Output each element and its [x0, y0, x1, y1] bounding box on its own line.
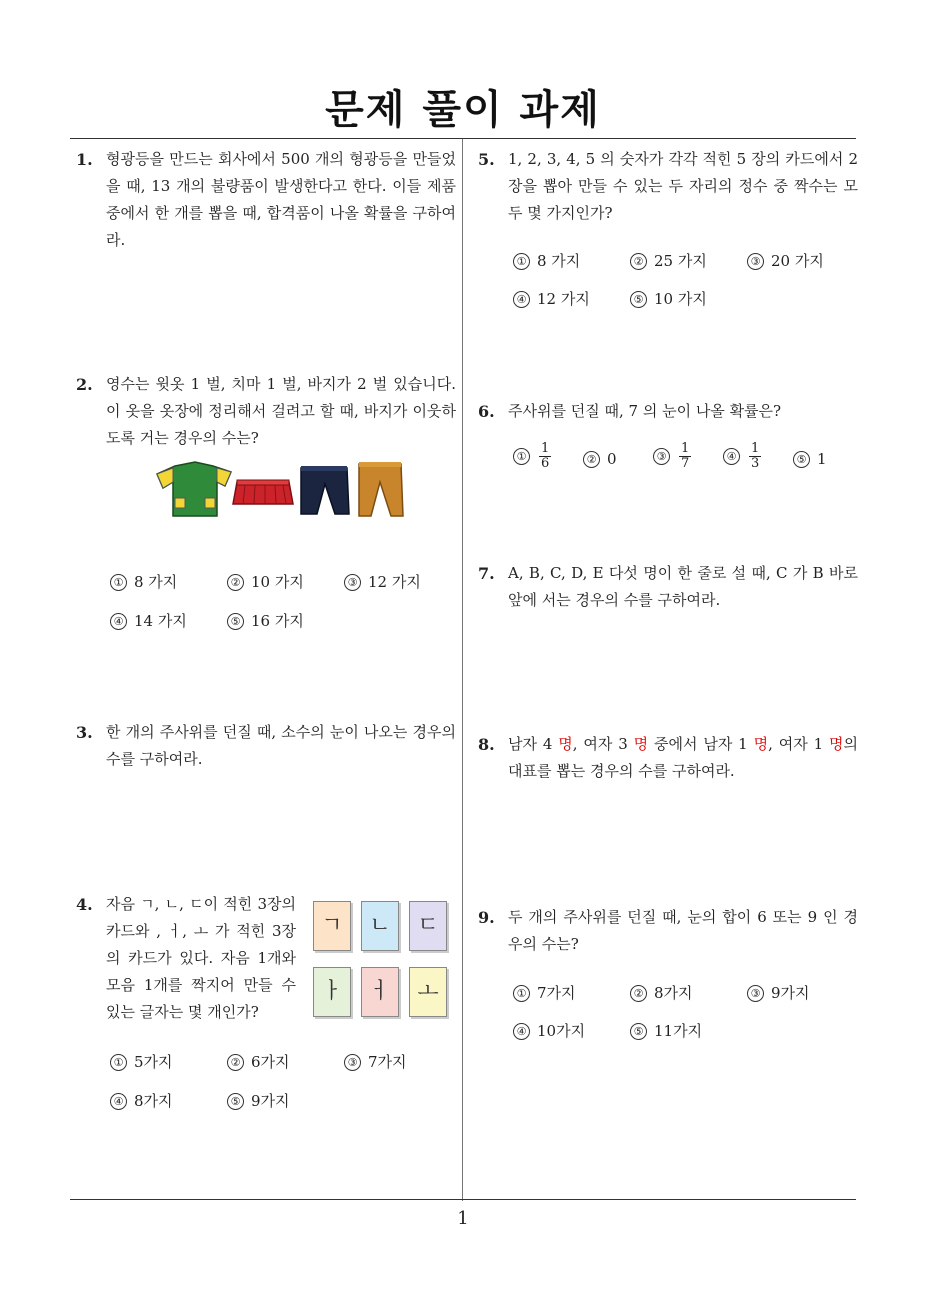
highlight-word: 명: [753, 735, 769, 753]
consonant-card: ㄴ: [361, 901, 399, 951]
highlight-word: 명: [633, 735, 649, 753]
page-number: 1: [457, 1208, 469, 1229]
question-number: 9.: [478, 908, 495, 927]
question-number: 3.: [76, 723, 93, 742]
choice-5[interactable]: ⑤ 1: [793, 450, 827, 468]
choice-2[interactable]: ② 0: [583, 450, 617, 468]
question-text: 영수는 윗옷 1 벌, 치마 1 벌, 바지가 2 벌 있습니다. 이 옷을 옷장에 정리해서 걸려고 할 때, 바지가 이웃하도록 거는 경우의 수는?: [106, 375, 456, 447]
vowel-card: ㅏ: [313, 967, 351, 1017]
choice-1[interactable]: ① 8 가지: [110, 571, 177, 592]
question-5: [478, 146, 858, 227]
dark-pants-image: [301, 466, 349, 514]
choice-2[interactable]: ② 6가지: [227, 1051, 290, 1072]
choice-5[interactable]: ⑤ 9가지: [227, 1090, 290, 1111]
choice-1[interactable]: ① 5가지: [110, 1051, 173, 1072]
choice-5[interactable]: ⑤ 10 가지: [630, 288, 707, 309]
question-text: 한 개의 주사위를 던질 때, 소수의 눈이 나오는 경우의 수를 구하여라.: [106, 723, 456, 768]
choice-5[interactable]: ⑤ 16 가지: [227, 610, 304, 631]
question-9: [478, 904, 858, 958]
letter-cards: [313, 901, 453, 1021]
consonant-card: ㄷ: [409, 901, 447, 951]
choice-4[interactable]: ④ 10가지: [513, 1020, 585, 1041]
question-number: 6.: [478, 402, 495, 421]
choice-2[interactable]: ② 10 가지: [227, 571, 304, 592]
vowel-card: ㅓ: [361, 967, 399, 1017]
footer-rule: [70, 1199, 856, 1200]
question-2: [76, 371, 456, 452]
brown-pants-image: [359, 462, 403, 516]
question-number: 4.: [76, 895, 93, 914]
choice-3[interactable]: ③ 9가지: [747, 982, 810, 1003]
vowel-card: ㅗ: [409, 967, 447, 1017]
highlight-word: 명: [828, 735, 844, 753]
question-1: [76, 146, 456, 254]
clothes-illustration: [155, 460, 405, 522]
question-8: [478, 731, 858, 785]
question-text: 남자 4 명, 여자 3 명 중에서 남자 1 명, 여자 1 명의 대표를 뽑는 경우의 수를 구하여라.: [508, 735, 858, 780]
question-number: 7.: [478, 564, 495, 583]
question-6: [478, 398, 858, 425]
choice-2[interactable]: ② 25 가지: [630, 250, 707, 271]
choice-1[interactable]: ① 8 가지: [513, 250, 580, 271]
choice-4[interactable]: ④ 14 가지: [110, 610, 187, 631]
choice-3[interactable]: ③ $\frac{1}{7}$: [653, 442, 691, 471]
question-7: [478, 560, 858, 614]
choice-4[interactable]: ④ 12 가지: [513, 288, 590, 309]
choice-1[interactable]: ① 7가지: [513, 982, 576, 1003]
question-3: [76, 719, 456, 773]
question-text: 주사위를 던질 때, 7 의 눈이 나올 확률은?: [508, 402, 782, 420]
question-text: A, B, C, D, E 다섯 명이 한 줄로 설 때, C 가 B 바로 앞에 서는 경우의 수를 구하여라.: [508, 564, 858, 609]
question-number: 1.: [76, 150, 93, 169]
question-number: 5.: [478, 150, 495, 169]
shirt-image: [157, 462, 231, 516]
question-4: [76, 891, 296, 1026]
page-title: 문제 풀이 과제: [325, 87, 601, 133]
choice-3[interactable]: ③ 20 가지: [747, 250, 824, 271]
column-divider: [462, 139, 463, 1201]
skirt-image: [233, 480, 293, 504]
consonant-card: ㄱ: [313, 901, 351, 951]
choice-4[interactable]: ④ $\frac{1}{3}$: [723, 442, 761, 471]
question-text: 자음 ㄱ, ㄴ, ㄷ이 적힌 3장의 카드와 , ㅓ, ㅗ 가 적힌 3장의 카드가 있다. 자음 1개와 모음 1개를 짝지어 만들 수 있는 글자는 몇 개인가?: [106, 895, 296, 1021]
choice-5[interactable]: ⑤ 11가지: [630, 1020, 702, 1041]
highlight-word: 명: [558, 735, 573, 753]
choice-3[interactable]: ③ 12 가지: [344, 571, 421, 592]
choice-4[interactable]: ④ 8가지: [110, 1090, 173, 1111]
question-number: 8.: [478, 735, 495, 754]
question-text: 1, 2, 3, 4, 5 의 숫자가 각각 적힌 5 장의 카드에서 2 장을 뽑아 만들 수 있는 두 자리의 정수 중 짝수는 모두 몇 가지인가?: [508, 150, 858, 222]
header-rule: [70, 138, 856, 139]
question-text: 형광등을 만드는 회사에서 500 개의 형광등을 만들었을 때, 13 개의 불량품이 발생한다고 한다. 이들 제품 중에서 한 개를 뽑을 때, 합격품이 나올 확률을 구하여라.: [106, 150, 456, 249]
question-text: 두 개의 주사위를 던질 때, 눈의 합이 6 또는 9 인 경우의 수는?: [508, 908, 858, 953]
choice-3[interactable]: ③ 7가지: [344, 1051, 407, 1072]
choice-1[interactable]: ① $\frac{1}{6}$: [513, 442, 551, 471]
question-number: 2.: [76, 375, 93, 394]
choice-2[interactable]: ② 8가지: [630, 982, 693, 1003]
